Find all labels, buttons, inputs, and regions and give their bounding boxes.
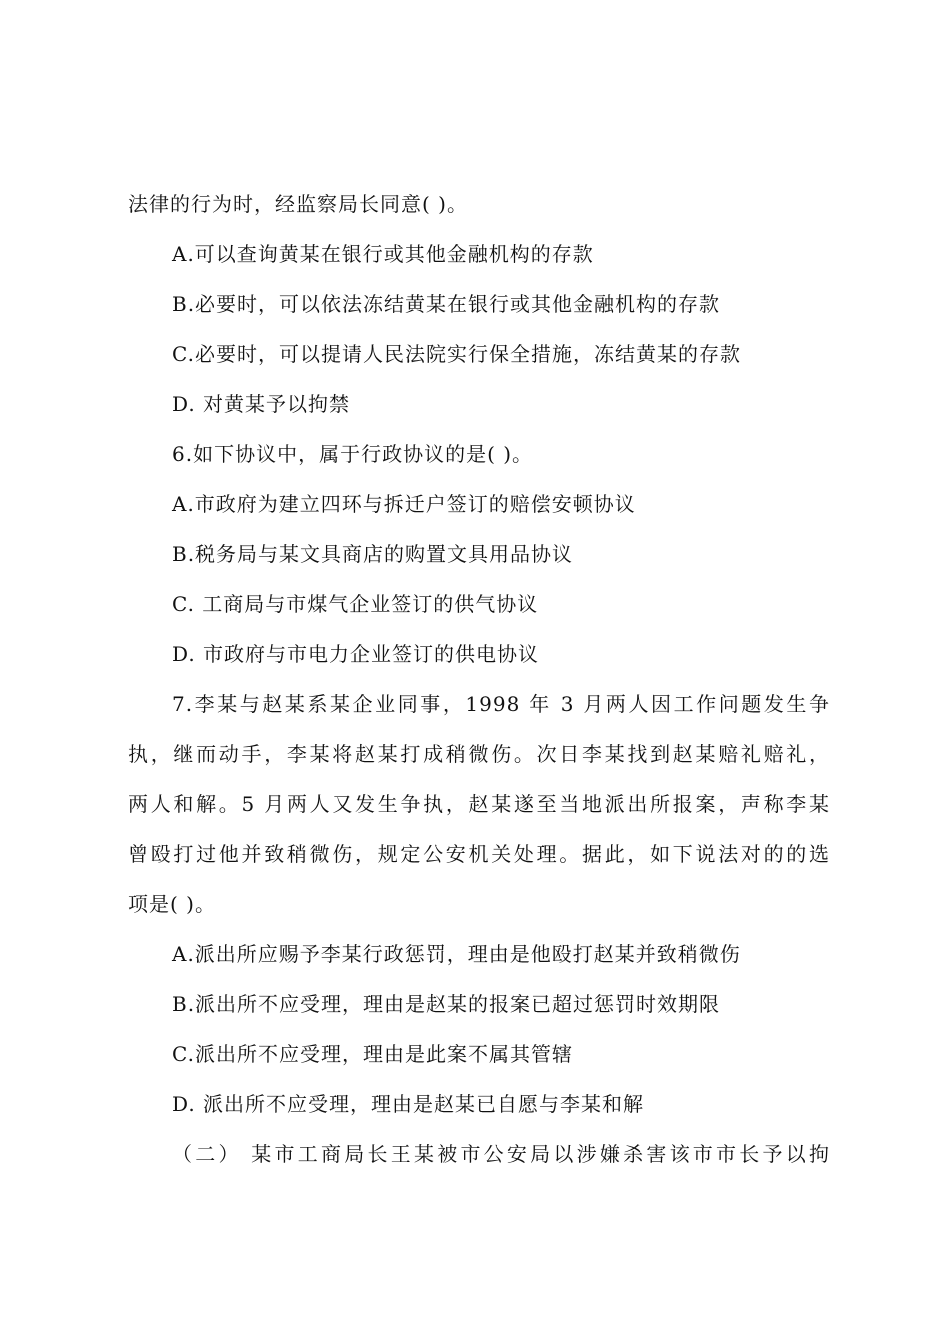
question-7-line-3: 两人和解。5 月两人又发生争执，赵某遂至当地派出所报案，声称李某	[128, 792, 830, 816]
option-d: D. 派出所不应受理，理由是赵某已自愿与李某和解	[172, 1092, 645, 1116]
option-b: B.税务局与某文具商店的购置文具用品协议	[172, 542, 574, 566]
option-b: B.必要时，可以依法冻结黄某在银行或其他金融机构的存款	[172, 292, 721, 316]
option-a: A.市政府为建立四环与拆迁户签订的赔偿安顿协议	[172, 492, 636, 516]
question-7-line-4: 曾殴打过他并致稍微伤，规定公安机关处理。据此，如下说法对的的选	[128, 842, 830, 866]
question-7-line-5: 项是( )。	[128, 892, 216, 916]
option-d: D. 市政府与市电力企业签订的供电协议	[172, 642, 540, 666]
section-heading-line: （二） 某市工商局长王某被市公安局以涉嫌杀害该市市长予以拘	[172, 1142, 830, 1166]
text-line: 法律的行为时，经监察局长同意( )。	[128, 192, 468, 216]
option-a: A.派出所应赐予李某行政惩罚，理由是他殴打赵某并致稍微伤	[172, 942, 741, 966]
option-b: B.派出所不应受理，理由是赵某的报案已超过惩罚时效期限	[172, 992, 721, 1016]
question-6: 6.如下协议中，属于行政协议的是( )。	[172, 442, 534, 466]
question-7-line-2: 执，继而动手，李某将赵某打成稍微伤。次日李某找到赵某赔礼赔礼，	[128, 742, 830, 766]
option-c: C.派出所不应受理，理由是此案不属其管辖	[172, 1042, 573, 1066]
question-7-line-1: 7.李某与赵某系某企业同事，1998 年 3 月两人因工作问题发生争	[172, 692, 830, 716]
option-d: D. 对黄某予以拘禁	[172, 392, 351, 416]
option-c: C. 工商局与市煤气企业签订的供气协议	[172, 592, 539, 616]
option-a: A.可以查询黄某在银行或其他金融机构的存款	[172, 242, 594, 266]
option-c: C.必要时，可以提请人民法院实行保全措施，冻结黄某的存款	[172, 342, 741, 366]
